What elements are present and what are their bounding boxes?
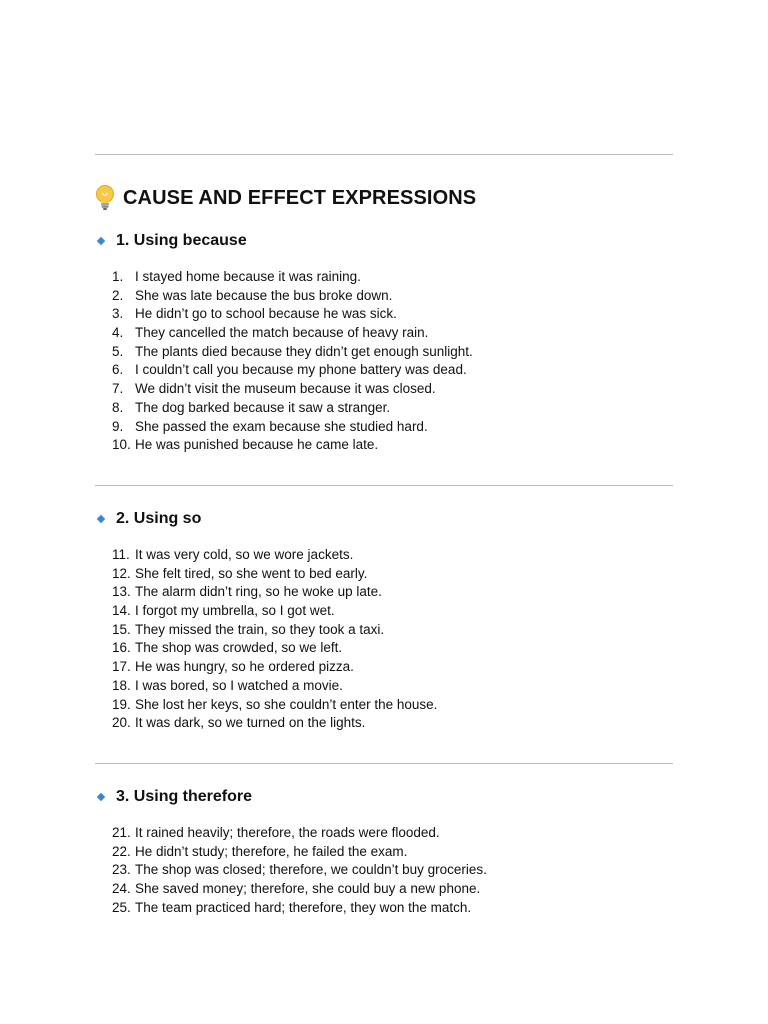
list-item [112, 583, 437, 602]
list-item [112, 546, 437, 565]
section-heading [97, 508, 201, 530]
item-text: He was punished because he came late. [135, 437, 379, 453]
item-text: We didn’t visit the museum because it was closed. [135, 381, 436, 397]
item-text: I forgot my umbrella, so I got wet. [135, 603, 335, 619]
page-title-text: CAUSE AND EFFECT EXPRESSIONS [123, 186, 477, 209]
item-number: 4. [112, 325, 124, 341]
item-text: I stayed home because it was raining. [135, 269, 361, 284]
item-number: 2. [112, 287, 124, 303]
list-item [112, 361, 473, 380]
section-heading [97, 786, 252, 808]
list-item [112, 436, 473, 455]
section-heading-text: 3. Using therefore [116, 788, 253, 805]
item-text: They cancelled the match because of heavy rain. [135, 325, 429, 341]
item-text: It was dark, so we turned on the lights. [135, 715, 366, 731]
item-text: She felt tired, so she went to bed early. [135, 565, 368, 581]
item-number: 14. [112, 603, 131, 619]
item-number: 10. [112, 437, 131, 453]
item-text: The team practiced hard; therefore, they won the match. [135, 899, 472, 915]
item-number: 7. [112, 381, 124, 397]
example-list [112, 268, 473, 455]
item-text: He was hungry, so he ordered pizza. [135, 659, 354, 675]
item-text: She saved money; therefore, she could buy a new phone. [135, 881, 481, 897]
list-item [112, 287, 473, 306]
item-text: I was bored, so I watched a movie. [135, 677, 343, 693]
item-text: The shop was crowded, so we left. [135, 640, 343, 656]
section-heading-text: 2. Using so [116, 510, 202, 527]
item-text: She lost her keys, so she couldn’t enter the house. [135, 696, 438, 712]
item-text: The dog barked because it saw a stranger. [135, 399, 391, 415]
list-item [112, 880, 487, 899]
item-text: It was very cold, so we wore jackets. [135, 547, 354, 562]
item-text: She passed the exam because she studied hard. [135, 418, 428, 434]
item-number: 25. [112, 899, 131, 915]
divider [95, 485, 673, 486]
section-heading-text: 1. Using because [116, 232, 247, 249]
list-item [112, 639, 437, 658]
list-item [112, 824, 487, 843]
list-item [112, 714, 437, 733]
item-number: 6. [112, 362, 124, 378]
list-item [112, 602, 437, 621]
divider [95, 763, 673, 764]
item-number: 16. [112, 640, 131, 656]
item-text: It rained heavily; therefore, the roads were flooded. [135, 825, 440, 840]
item-number: 23. [112, 862, 131, 878]
item-number: 1. [112, 269, 124, 284]
item-number: 20. [112, 715, 131, 731]
item-number: 13. [112, 584, 131, 600]
list-item [112, 658, 437, 677]
item-number: 8. [112, 399, 124, 415]
item-number: 9. [112, 418, 124, 434]
list-item [112, 418, 473, 437]
list-item [112, 899, 487, 918]
item-text: The alarm didn’t ring, so he woke up late. [135, 584, 382, 600]
item-text: He didn’t study; therefore, he failed the exam. [135, 843, 408, 859]
diamond-bullet-icon [97, 793, 105, 801]
lightbulb-icon [92, 184, 118, 212]
item-number: 5. [112, 343, 124, 359]
list-item [112, 380, 473, 399]
example-list [112, 824, 487, 917]
divider [95, 154, 673, 155]
item-number: 24. [112, 881, 131, 897]
item-number: 21. [112, 825, 131, 840]
item-number: 3. [112, 306, 124, 322]
list-item [112, 677, 437, 696]
item-number: 19. [112, 696, 131, 712]
diamond-bullet-icon [97, 237, 105, 245]
item-number: 12. [112, 565, 131, 581]
item-number: 22. [112, 843, 131, 859]
page-title [92, 183, 476, 213]
item-number: 18. [112, 677, 131, 693]
item-number: 11. [112, 547, 130, 562]
list-item [112, 268, 473, 287]
list-item [112, 324, 473, 343]
item-text: She was late because the bus broke down. [135, 287, 393, 303]
item-text: He didn’t go to school because he was sick. [135, 306, 397, 322]
list-item [112, 843, 487, 862]
item-text: They missed the train, so they took a taxi. [135, 621, 385, 637]
list-item [112, 399, 473, 418]
list-item [112, 305, 473, 324]
item-number: 15. [112, 621, 131, 637]
list-item [112, 861, 487, 880]
list-item [112, 696, 437, 715]
example-list [112, 546, 437, 733]
list-item [112, 621, 437, 640]
section-heading [97, 230, 247, 252]
item-text: The shop was closed; therefore, we couldn’t buy groceries. [135, 862, 487, 878]
item-number: 17. [112, 659, 131, 675]
list-item [112, 565, 437, 584]
list-item [112, 343, 473, 362]
diamond-bullet-icon [97, 515, 105, 523]
item-text: I couldn’t call you because my phone battery was dead. [135, 362, 467, 378]
item-text: The plants died because they didn’t get enough sunlight. [135, 343, 473, 359]
